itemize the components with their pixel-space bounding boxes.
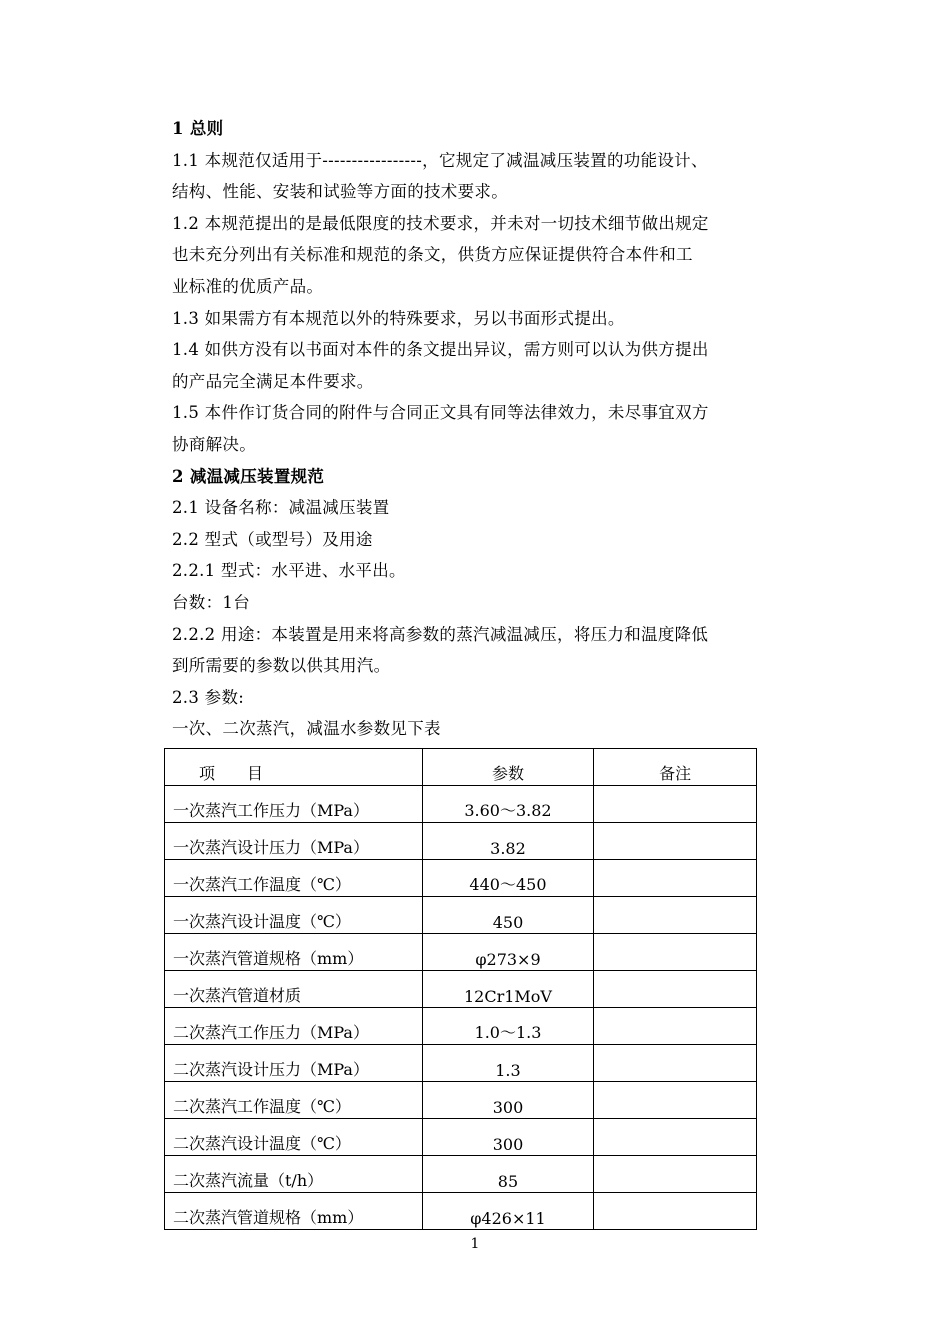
clause-2-1: 2.1 设备名称：减温减压装置 [172, 498, 390, 518]
remarks-cell [594, 786, 757, 823]
header-parameter: 参数 [422, 749, 594, 786]
remarks-cell [594, 1156, 757, 1193]
remarks-cell [594, 1193, 757, 1230]
remarks-cell [594, 934, 757, 971]
table-row [165, 1156, 757, 1193]
table-body [165, 786, 757, 1230]
table-row [165, 934, 757, 971]
section-2-heading: 2 减温减压装置规范 [172, 466, 325, 486]
remarks-cell [594, 1082, 757, 1119]
clause-1-1-line-1: 1.1 本规范仅适用于-----------------，它规定了减温减压装置的功能设计、 [172, 150, 708, 170]
table-row [165, 1119, 757, 1156]
parameter-cell: 300 [422, 1082, 594, 1119]
clause-1-2-line-1: 1.2 本规范提出的是最低限度的技术要求，并未对一切技术细节做出规定 [172, 213, 709, 233]
clause-1-4-line-2: 的产品完全满足本件要求。 [172, 371, 374, 391]
item-cell: 二次蒸汽工作压力（MPa） [165, 1008, 423, 1045]
header-item: 项 目 [165, 749, 423, 786]
table-row [165, 823, 757, 860]
parameter-cell: φ273×9 [422, 934, 594, 971]
clause-1-2-line-2: 也未充分列出有关标准和规范的条文，供货方应保证提供符合本件和工 [172, 245, 693, 265]
clause-2-2-2-line-1: 2.2.2 用途：本装置是用来将高参数的蒸汽减温减压，将压力和温度降低 [172, 624, 709, 644]
item-cell: 一次蒸汽管道规格（mm） [165, 934, 423, 971]
page-number: 1 [470, 1236, 480, 1252]
remarks-cell [594, 1008, 757, 1045]
clause-1-1-line-2: 结构、性能、安装和试验等方面的技术要求。 [172, 182, 508, 202]
clause-1-4-line-1: 1.4 如供方没有以书面对本件的条文提出异议，需方则可以认为供方提出 [172, 340, 709, 360]
table-row [165, 1193, 757, 1230]
table-intro: 一次、二次蒸汽，减温水参数见下表 [172, 719, 441, 739]
remarks-cell [594, 860, 757, 897]
unit-count: 台数：1台 [172, 592, 250, 612]
parameters-table [164, 748, 757, 1230]
item-cell: 一次蒸汽设计温度（℃） [165, 897, 423, 934]
parameter-cell: φ426×11 [422, 1193, 594, 1230]
remarks-cell [594, 971, 757, 1008]
parameter-cell: 12Cr1MoV [422, 971, 594, 1008]
table-row [165, 860, 757, 897]
clause-1-5-line-2: 协商解决。 [172, 434, 256, 454]
parameter-cell: 1.3 [422, 1045, 594, 1082]
item-cell: 一次蒸汽管道材质 [165, 971, 423, 1008]
remarks-cell [594, 1119, 757, 1156]
clause-1-2-line-3: 业标准的优质产品。 [172, 276, 324, 296]
table-row [165, 1082, 757, 1119]
parameter-cell: 3.60～3.82 [422, 786, 594, 823]
item-cell: 一次蒸汽工作温度（℃） [165, 860, 423, 897]
table-row [165, 786, 757, 823]
table-row [165, 1008, 757, 1045]
parameter-cell: 1.0～1.3 [422, 1008, 594, 1045]
clause-2-2-2-line-2: 到所需要的参数以供其用汽。 [172, 656, 391, 676]
remarks-cell [594, 1045, 757, 1082]
table-row [165, 971, 757, 1008]
clause-2-2-1: 2.2.1 型式：水平进、水平出。 [172, 561, 406, 581]
parameter-cell: 450 [422, 897, 594, 934]
table-row [165, 897, 757, 934]
section-1-heading: 1 总则 [172, 119, 224, 138]
clause-2-3: 2.3 参数: [172, 687, 245, 707]
remarks-cell [594, 823, 757, 860]
item-cell: 二次蒸汽设计压力（MPa） [165, 1045, 423, 1082]
parameter-cell: 3.82 [422, 823, 594, 860]
item-cell: 一次蒸汽设计压力（MPa） [165, 823, 423, 860]
item-cell: 二次蒸汽管道规格（mm） [165, 1193, 423, 1230]
table-header-row [165, 749, 757, 786]
item-cell: 二次蒸汽工作温度（℃） [165, 1082, 423, 1119]
remarks-cell [594, 897, 757, 934]
parameter-cell: 300 [422, 1119, 594, 1156]
document-body [172, 113, 812, 745]
parameter-cell: 440～450 [422, 860, 594, 897]
item-cell: 一次蒸汽工作压力（MPa） [165, 786, 423, 823]
table-row [165, 1045, 757, 1082]
clause-2-2: 2.2 型式（或型号）及用途 [172, 529, 373, 549]
clause-1-3-line-1: 1.3 如果需方有本规范以外的特殊要求，另以书面形式提出。 [172, 308, 625, 328]
header-remarks: 备注 [594, 749, 757, 786]
item-cell: 二次蒸汽设计温度（℃） [165, 1119, 423, 1156]
parameter-cell: 85 [422, 1156, 594, 1193]
item-cell: 二次蒸汽流量（t/h） [165, 1156, 423, 1193]
clause-1-5-line-1: 1.5 本件作订货合同的附件与合同正文具有同等法律效力，未尽事宜双方 [172, 403, 709, 423]
